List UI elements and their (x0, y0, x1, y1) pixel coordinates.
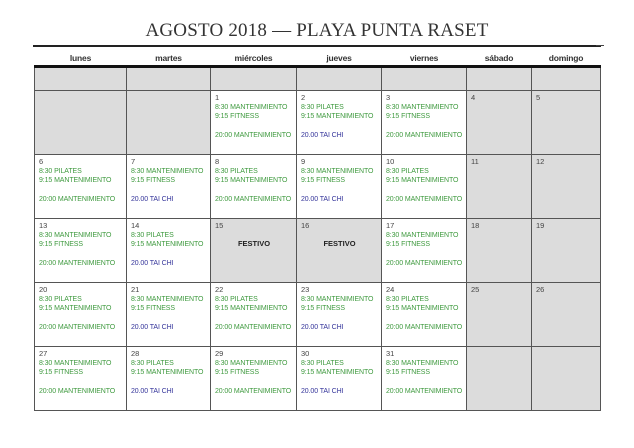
day-cell-4 (467, 91, 532, 155)
event-entry: 9:15 MANTENIMIENTO (131, 369, 204, 376)
day-cell-22 (211, 283, 297, 347)
empty-day-cell (532, 347, 601, 411)
day-number: 29 (215, 349, 224, 358)
event-entry: 9:15 MANTENIMIENTO (215, 177, 288, 184)
event-entry: 20.00 TAI CHI (301, 323, 344, 331)
event-entry: 8:30 PILATES (131, 231, 174, 239)
title-underline-tip (596, 45, 604, 46)
week-row (35, 283, 601, 347)
day-cell-11 (467, 155, 532, 219)
weekday-header-miercoles: miércoles (211, 50, 297, 67)
day-number: 20 (39, 285, 48, 294)
event-entry: 9:15 FITNESS (215, 369, 259, 376)
event-entry: 9:15 FITNESS (301, 305, 345, 312)
day-number: 10 (386, 157, 395, 166)
week-row (35, 91, 601, 155)
day-number: 13 (39, 221, 48, 230)
day-cell-26 (532, 283, 601, 347)
event-entry: 20:00 MANTENIMIENTO (39, 323, 116, 331)
week-row (35, 219, 601, 283)
weekday-header-sabado: sábado (467, 50, 532, 67)
day-number: 15 (215, 221, 224, 230)
event-entry: 20:00 MANTENIMIENTO (39, 195, 116, 203)
day-cell-30 (297, 347, 382, 411)
event-entry: 20:00 MANTENIMIENTO (39, 259, 116, 267)
event-entry: 8:30 PILATES (131, 359, 174, 367)
event-entry: 9:15 FITNESS (131, 177, 175, 184)
weekday-header-row (35, 50, 601, 67)
weekday-header-jueves: jueves (297, 50, 382, 67)
day-cell-14 (127, 219, 211, 283)
event-entry: 20:00 MANTENIMIENTO (215, 195, 292, 203)
day-number: 5 (536, 93, 541, 102)
empty-day-cell (467, 347, 532, 411)
event-entry: 9:15 MANTENIMIENTO (386, 305, 459, 312)
day-cell-10 (382, 155, 467, 219)
weekday-header-domingo: domingo (532, 50, 601, 67)
event-entry: 20.00 TAI CHI (131, 259, 174, 267)
empty-day-cell (35, 91, 127, 155)
day-cell-23 (297, 283, 382, 347)
title-underline (33, 45, 601, 47)
day-number: 25 (471, 285, 480, 294)
spacer-cell (467, 67, 532, 91)
event-entry: 9:15 MANTENIMIENTO (301, 369, 374, 376)
day-number: 27 (39, 349, 48, 358)
day-cell-7 (127, 155, 211, 219)
event-entry: 20.00 TAI CHI (301, 131, 344, 139)
day-number: 12 (536, 157, 545, 166)
day-cell-20 (35, 283, 127, 347)
day-cell-31 (382, 347, 467, 411)
day-number: 7 (131, 157, 136, 166)
day-number: 21 (131, 285, 140, 294)
event-entry: 9:15 FITNESS (386, 113, 430, 120)
event-entry: 9:15 FITNESS (215, 113, 259, 120)
event-entry: 20:00 MANTENIMIENTO (215, 323, 292, 331)
event-entry: 9:15 FITNESS (131, 305, 175, 312)
event-entry: 8:30 MANTENIMIENTO (301, 167, 374, 175)
day-cell-21 (127, 283, 211, 347)
event-entry: 8:30 PILATES (215, 295, 258, 303)
event-entry: 8:30 PILATES (386, 295, 429, 303)
day-number: 1 (215, 93, 220, 102)
day-cell-12 (532, 155, 601, 219)
event-entry: 20.00 TAI CHI (131, 195, 174, 203)
event-entry: 20:00 MANTENIMIENTO (386, 323, 463, 331)
event-entry: 20:00 MANTENIMIENTO (39, 387, 116, 395)
day-number: 8 (215, 157, 220, 166)
calendar-title: AGOSTO 2018 — PLAYA PUNTA RASET (145, 20, 489, 41)
day-cell-1 (211, 91, 297, 155)
event-entry: 8:30 PILATES (215, 167, 258, 175)
event-entry: 20:00 MANTENIMIENTO (215, 387, 292, 395)
event-entry: 9:15 FITNESS (386, 241, 430, 248)
event-entry: 20.00 TAI CHI (131, 387, 174, 395)
event-entry: 20.00 TAI CHI (301, 387, 344, 395)
day-number: 24 (386, 285, 395, 294)
day-number: 11 (471, 157, 479, 166)
weekday-header-martes: martes (127, 50, 211, 67)
day-cell-18 (467, 219, 532, 283)
event-entry: 9:15 FITNESS (39, 369, 83, 376)
weekday-header-viernes: viernes (382, 50, 467, 67)
event-entry: 8:30 PILATES (386, 167, 429, 175)
event-entry: 8:30 MANTENIMIENTO (39, 359, 112, 367)
day-cell-28 (127, 347, 211, 411)
day-number: 6 (39, 157, 44, 166)
holiday-label: FESTIVO (237, 238, 271, 248)
spacer-cell (211, 67, 297, 91)
event-entry: 8:30 PILATES (39, 167, 82, 175)
event-entry: 8:30 PILATES (39, 295, 82, 303)
holiday-label: FESTIVO (323, 238, 356, 248)
event-entry: 20:00 MANTENIMIENTO (386, 131, 463, 139)
day-cell-16 (297, 219, 382, 283)
event-entry: 20.00 TAI CHI (131, 323, 174, 331)
day-cell-29 (211, 347, 297, 411)
event-entry: 20:00 MANTENIMIENTO (215, 131, 292, 139)
event-entry: 20:00 MANTENIMIENTO (386, 195, 463, 203)
day-cell-25 (467, 283, 532, 347)
day-number: 14 (131, 221, 140, 230)
event-entry: 9:15 MANTENIMIENTO (301, 113, 374, 120)
day-number: 19 (536, 221, 545, 230)
event-entry: 9:15 MANTENIMIENTO (131, 241, 204, 248)
event-entry: 20:00 MANTENIMIENTO (386, 387, 463, 395)
week-row (35, 155, 601, 219)
event-entry: 20.00 TAI CHI (301, 195, 344, 203)
day-cell-15 (211, 219, 297, 283)
event-entry: 8:30 MANTENIMIENTO (386, 359, 459, 367)
day-cell-3 (382, 91, 467, 155)
day-cell-13 (35, 219, 127, 283)
weekday-header-lunes: lunes (35, 50, 127, 67)
day-cell-27 (35, 347, 127, 411)
event-entry: 8:30 MANTENIMIENTO (215, 103, 288, 111)
day-number: 16 (301, 221, 310, 230)
day-cell-24 (382, 283, 467, 347)
event-entry: 8:30 MANTENIMIENTO (215, 359, 288, 367)
event-entry: 8:30 MANTENIMIENTO (131, 295, 204, 303)
day-number: 22 (215, 285, 224, 294)
event-entry: 20:00 MANTENIMIENTO (386, 259, 463, 267)
day-number: 26 (536, 285, 545, 294)
day-number: 18 (471, 221, 480, 230)
event-entry: 8:30 MANTENIMIENTO (131, 167, 204, 175)
spacer-cell (297, 67, 382, 91)
spacer-cell (532, 67, 601, 91)
day-cell-17 (382, 219, 467, 283)
day-cell-5 (532, 91, 601, 155)
day-cell-2 (297, 91, 382, 155)
blank-spacer-row (35, 67, 601, 91)
event-entry: 9:15 FITNESS (301, 177, 345, 184)
event-entry: 8:30 MANTENIMIENTO (386, 231, 459, 239)
spacer-cell (382, 67, 467, 91)
day-cell-8 (211, 155, 297, 219)
event-entry: 9:15 MANTENIMIENTO (215, 305, 288, 312)
day-number: 28 (131, 349, 140, 358)
day-cell-6 (35, 155, 127, 219)
event-entry: 8:30 PILATES (301, 359, 344, 367)
calendar-grid (34, 50, 601, 411)
event-entry: 8:30 PILATES (301, 103, 344, 111)
event-entry: 8:30 MANTENIMIENTO (386, 103, 459, 111)
day-number: 23 (301, 285, 310, 294)
event-entry: 8:30 MANTENIMIENTO (301, 295, 374, 303)
day-number: 9 (301, 157, 306, 166)
day-cell-19 (532, 219, 601, 283)
event-entry: 9:15 MANTENIMIENTO (386, 177, 459, 184)
spacer-cell (35, 67, 127, 91)
event-entry: 8:30 MANTENIMIENTO (39, 231, 112, 239)
day-cell-9 (297, 155, 382, 219)
day-number: 2 (301, 93, 306, 102)
week-row (35, 347, 601, 411)
day-number: 31 (386, 349, 395, 358)
day-number: 17 (386, 221, 395, 230)
day-number: 4 (471, 93, 476, 102)
day-number: 30 (301, 349, 310, 358)
event-entry: 9:15 FITNESS (39, 241, 83, 248)
empty-day-cell (127, 91, 211, 155)
event-entry: 9:15 FITNESS (386, 369, 430, 376)
event-entry: 9:15 MANTENIMIENTO (39, 177, 112, 184)
event-entry: 9:15 MANTENIMIENTO (39, 305, 112, 312)
spacer-cell (127, 67, 211, 91)
day-number: 3 (386, 93, 391, 102)
